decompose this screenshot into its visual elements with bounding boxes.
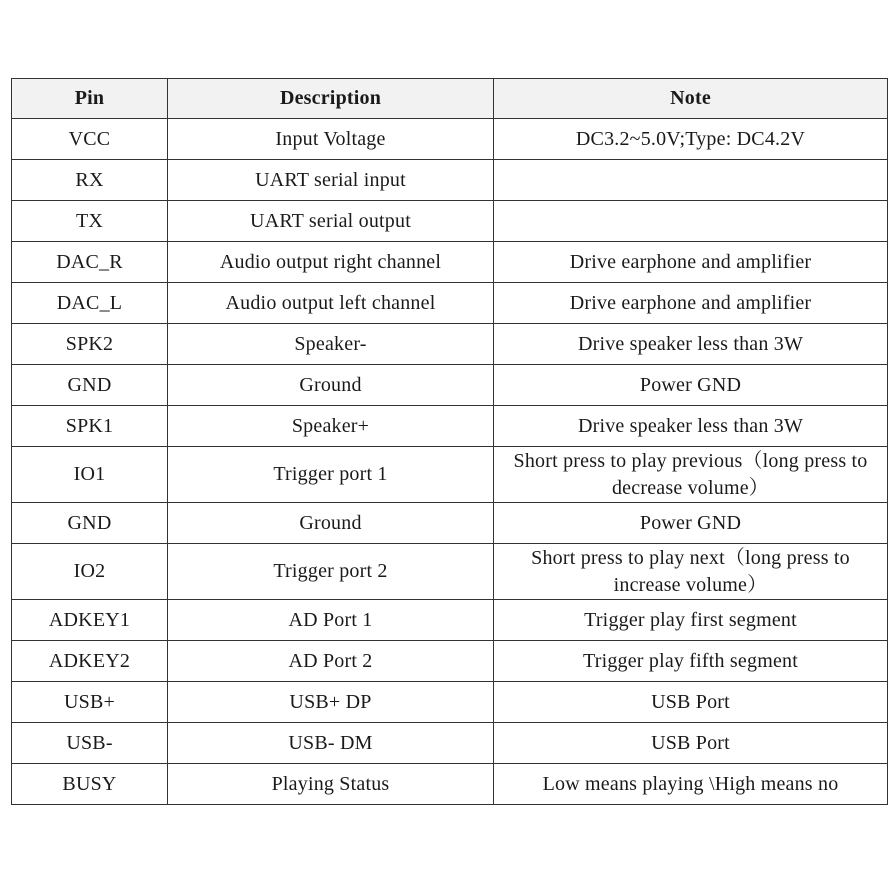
note-cell (494, 160, 888, 201)
header-pin: Pin (12, 79, 168, 119)
note-cell: Power GND (494, 365, 888, 406)
pin-cell: USB- (12, 723, 168, 764)
table-row (12, 119, 888, 160)
note-cell: Drive speaker less than 3W (494, 324, 888, 365)
description-cell: Ground (168, 365, 494, 406)
table-row (12, 160, 888, 201)
note-cell: Trigger play fifth segment (494, 641, 888, 682)
table-row (12, 723, 888, 764)
description-cell: Playing Status (168, 764, 494, 805)
table-row (12, 324, 888, 365)
pin-cell: IO2 (12, 544, 168, 600)
note-cell: Low means playing \High means no (494, 764, 888, 805)
note-cell (494, 201, 888, 242)
description-cell: Trigger port 1 (168, 447, 494, 503)
table-row (12, 600, 888, 641)
note-cell: Short press to play next（long press to increase volume） (494, 544, 888, 600)
pin-cell: GND (12, 503, 168, 544)
description-cell: Trigger port 2 (168, 544, 494, 600)
table-row (12, 544, 888, 600)
note-cell: Drive earphone and amplifier (494, 242, 888, 283)
description-cell: USB+ DP (168, 682, 494, 723)
table-row (12, 201, 888, 242)
description-cell: Ground (168, 503, 494, 544)
note-cell: Trigger play first segment (494, 600, 888, 641)
pin-cell: DAC_R (12, 242, 168, 283)
table-row (12, 641, 888, 682)
pin-cell: GND (12, 365, 168, 406)
pin-table (11, 78, 888, 805)
description-cell: AD Port 1 (168, 600, 494, 641)
table-row (12, 283, 888, 324)
description-cell: Input Voltage (168, 119, 494, 160)
description-cell: Audio output left channel (168, 283, 494, 324)
note-cell: DC3.2~5.0V;Type: DC4.2V (494, 119, 888, 160)
pin-cell: IO1 (12, 447, 168, 503)
header-note: Note (494, 79, 888, 119)
note-cell: Short press to play previous（long press to decrease volume） (494, 447, 888, 503)
pin-cell: VCC (12, 119, 168, 160)
header-description: Description (168, 79, 494, 119)
table-row (12, 447, 888, 503)
note-cell: Drive earphone and amplifier (494, 283, 888, 324)
pin-cell: USB+ (12, 682, 168, 723)
header-row (12, 79, 888, 119)
pin-cell: BUSY (12, 764, 168, 805)
description-cell: UART serial output (168, 201, 494, 242)
pin-cell: ADKEY1 (12, 600, 168, 641)
table-row (12, 365, 888, 406)
pin-cell: SPK1 (12, 406, 168, 447)
description-cell: AD Port 2 (168, 641, 494, 682)
note-cell: Drive speaker less than 3W (494, 406, 888, 447)
table-row (12, 242, 888, 283)
description-cell: Speaker+ (168, 406, 494, 447)
pin-cell: ADKEY2 (12, 641, 168, 682)
description-cell: UART serial input (168, 160, 494, 201)
pin-cell: TX (12, 201, 168, 242)
table-row (12, 503, 888, 544)
pin-cell: RX (12, 160, 168, 201)
table-row (12, 764, 888, 805)
note-cell: USB Port (494, 682, 888, 723)
description-cell: USB- DM (168, 723, 494, 764)
description-cell: Speaker- (168, 324, 494, 365)
description-cell: Audio output right channel (168, 242, 494, 283)
note-cell: Power GND (494, 503, 888, 544)
pin-cell: DAC_L (12, 283, 168, 324)
pin-cell: SPK2 (12, 324, 168, 365)
note-cell: USB Port (494, 723, 888, 764)
table-row (12, 682, 888, 723)
table-row (12, 406, 888, 447)
